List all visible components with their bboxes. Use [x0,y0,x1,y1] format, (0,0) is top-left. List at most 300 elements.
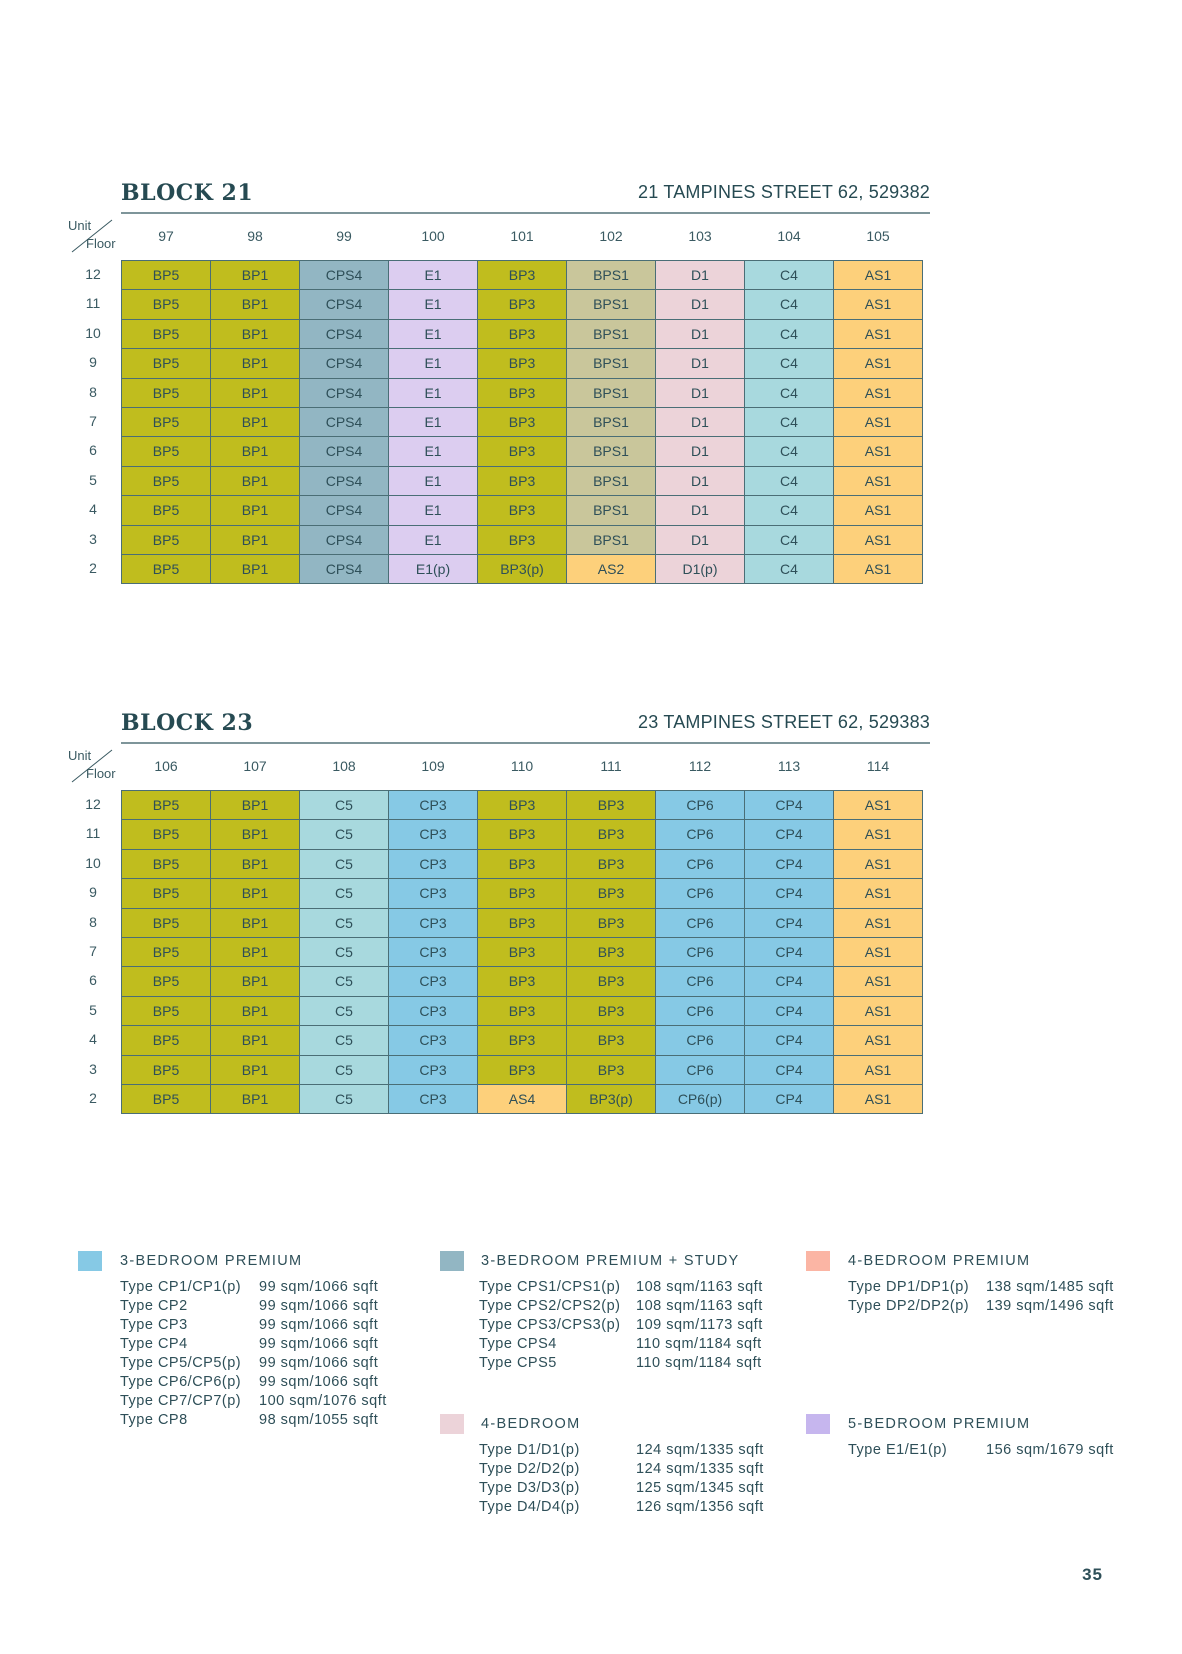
unit-type-size: 156 sqm/1679 sqft [986,1442,1114,1458]
unit-column-header: 102 [599,228,623,244]
unit-cell: D1 [656,261,745,290]
legend-item [120,1279,400,1298]
legend-item [479,1499,764,1518]
unit-type-size: 99 sqm/1066 sqft [259,1298,379,1314]
floor-number: 2 [89,1090,97,1106]
unit-cell: BP1 [211,408,300,437]
unit-cell: BP5 [122,1085,211,1114]
unit-cell: CP4 [745,1085,834,1114]
unit-cell: AS1 [834,320,923,349]
floor-number: 6 [89,972,97,989]
unit-cell: CP6 [656,879,745,908]
unit-cell: E1 [389,379,478,408]
unit-cell: C4 [745,496,834,525]
unit-type-size: 126 sqm/1356 sqft [636,1499,764,1515]
unit-type-name: Type D1/D1(p) [479,1442,580,1458]
unit-cell: BP5 [122,997,211,1026]
floor-number: 10 [85,854,101,871]
legend-color-swatch [78,1251,102,1271]
unit-cell: C5 [300,1085,389,1114]
page-number: 35 [1082,1565,1103,1584]
legend-item [120,1317,400,1336]
legend-type-list [120,1279,400,1431]
legend-group-title: 4-BEDROOM PREMIUM [848,1253,1031,1269]
unit-cell: E1 [389,349,478,378]
unit-cell: D1 [656,467,745,496]
unit-cell: BP5 [122,879,211,908]
unit-cell: BP5 [122,437,211,466]
unit-cell: C4 [745,467,834,496]
unit-cell: BP3 [567,909,656,938]
unit-cell: BP3 [478,820,567,849]
unit-cell: CPS4 [300,496,389,525]
unit-type-name: Type CP6/CP6(p) [120,1374,242,1390]
unit-cell: C4 [745,555,834,584]
unit-cell: D1(p) [656,555,745,584]
unit-type-size: 99 sqm/1066 sqft [259,1279,379,1295]
unit-cell: CP4 [745,820,834,849]
unit-cell: BPS1 [567,349,656,378]
unit-cell: C5 [300,997,389,1026]
unit-cell: BP5 [122,290,211,319]
unit-cell: AS1 [834,1085,923,1114]
floor-number: 11 [85,295,101,312]
unit-cell: BP1 [211,791,300,820]
unit-cell: C4 [745,290,834,319]
floor-number: 5 [89,471,97,488]
unit-cell: CP6(p) [656,1085,745,1114]
title-rule [121,742,930,744]
unit-cell: C5 [300,909,389,938]
unit-type-size: 100 sqm/1076 sqft [259,1393,387,1409]
floor-number: 8 [89,913,97,930]
unit-type-size: 138 sqm/1485 sqft [986,1279,1114,1295]
unit-cell: C4 [745,320,834,349]
unit-cell: BP1 [211,850,300,879]
unit-column-header: 100 [421,228,445,244]
unit-cell: CP6 [656,791,745,820]
unit-cell: BP3 [567,997,656,1026]
unit-cell: BP3 [567,967,656,996]
unit-cell: AS4 [478,1085,567,1114]
unit-cell: CP3 [389,791,478,820]
unit-cell: CP6 [656,1056,745,1085]
unit-cell: BP1 [211,290,300,319]
unit-cell: BPS1 [567,408,656,437]
unit-column-header: 97 [158,228,174,244]
unit-cell: AS1 [834,791,923,820]
unit-cell: AS1 [834,526,923,555]
unit-cell: AS1 [834,879,923,908]
unit-cell: CPS4 [300,467,389,496]
unit-cell: BPS1 [567,526,656,555]
floor-number: 10 [85,324,101,341]
unit-cell: E1 [389,437,478,466]
floor-number: 9 [89,884,97,901]
unit-cell: D1 [656,437,745,466]
unit-cell: AS1 [834,496,923,525]
legend-group-title: 3-BEDROOM PREMIUM + STUDY [481,1253,740,1269]
unit-column-header: 103 [688,228,712,244]
unit-cell: BP3 [478,791,567,820]
unit-cell: BP3 [567,791,656,820]
unit-type-name: Type CPS1/CPS1(p) [479,1279,621,1295]
unit-cell: E1 [389,467,478,496]
unit-cell: BP1 [211,467,300,496]
unit-cell: BP5 [122,1026,211,1055]
unit-cell: BP3 [567,1026,656,1055]
unit-cell: CP4 [745,791,834,820]
unit-cell: AS1 [834,1026,923,1055]
unit-cell: BPS1 [567,437,656,466]
unit-cell: E1 [389,526,478,555]
unit-cell: BP3 [567,820,656,849]
unit-cell: BP3 [478,967,567,996]
unit-cell: BP1 [211,320,300,349]
unit-cell: CP4 [745,1026,834,1055]
unit-type-name: Type CPS2/CPS2(p) [479,1298,621,1314]
unit-cell: BP1 [211,349,300,378]
unit-type-size: 108 sqm/1163 sqft [636,1279,763,1295]
unit-column-header: 109 [421,758,445,774]
unit-cell: E1 [389,496,478,525]
unit-type-size: 110 sqm/1184 sqft [636,1355,762,1371]
unit-cell: E1 [389,261,478,290]
legend-type-list [848,1442,1128,1461]
unit-cell: BP3 [478,909,567,938]
unit-type-size: 124 sqm/1335 sqft [636,1461,764,1477]
unit-cell: C4 [745,349,834,378]
unit-type-size: 99 sqm/1066 sqft [259,1355,379,1371]
block-title: BLOCK 21 [121,180,254,206]
unit-type-name: Type CP4 [120,1336,188,1352]
unit-cell: AS1 [834,349,923,378]
unit-cell: BPS1 [567,496,656,525]
unit-cell: CP3 [389,938,478,967]
unit-cell: BPS1 [567,467,656,496]
floor-number: 3 [89,530,97,547]
legend-item [479,1336,762,1355]
unit-grid [121,790,923,1114]
unit-column-header: 108 [332,758,356,774]
unit-cell: AS1 [834,379,923,408]
unit-type-name: Type CPS4 [479,1336,557,1352]
unit-cell: CPS4 [300,408,389,437]
unit-cell: AS1 [834,290,923,319]
unit-cell: BP1 [211,437,300,466]
unit-cell: CP3 [389,1056,478,1085]
unit-cell: CP4 [745,850,834,879]
unit-cell: BP3 [567,850,656,879]
unit-cell: BP3(p) [478,555,567,584]
unit-cell: BPS1 [567,320,656,349]
unit-column-header: 107 [243,758,267,774]
legend-item [848,1298,1128,1317]
legend-group-title: 3-BEDROOM PREMIUM [120,1253,303,1269]
unit-cell: D1 [656,290,745,319]
unit-cell: BP5 [122,379,211,408]
unit-cell: C4 [745,261,834,290]
unit-cell: BP3 [567,938,656,967]
floor-number: 4 [89,501,97,518]
unit-cell: BP3 [478,526,567,555]
unit-cell: BP3 [478,1026,567,1055]
legend-color-swatch [806,1251,830,1271]
unit-cell: BP3 [478,290,567,319]
unit-cell: CP6 [656,938,745,967]
unit-cell: BP1 [211,555,300,584]
legend-group-title: 4-BEDROOM [481,1416,581,1432]
legend-item [120,1336,400,1355]
unit-type-name: Type D2/D2(p) [479,1461,580,1477]
unit-column-header: 106 [154,758,178,774]
unit-column-header: 101 [510,228,534,244]
unit-cell: BPS1 [567,261,656,290]
unit-cell: BP5 [122,496,211,525]
unit-cell: D1 [656,496,745,525]
unit-type-size: 124 sqm/1335 sqft [636,1442,764,1458]
unit-cell: AS1 [834,997,923,1026]
unit-cell: BP3 [478,437,567,466]
legend-item [479,1298,763,1317]
unit-cell: CPS4 [300,320,389,349]
unit-cell: BP3 [478,496,567,525]
unit-column-header: 114 [866,758,890,774]
unit-cell: D1 [656,349,745,378]
unit-cell: C4 [745,437,834,466]
unit-cell: AS1 [834,938,923,967]
unit-cell: E1(p) [389,555,478,584]
unit-cell: CPS4 [300,349,389,378]
unit-cell: AS1 [834,467,923,496]
legend-color-swatch [440,1414,464,1434]
unit-cell: BP1 [211,997,300,1026]
floor-number: 12 [85,266,101,282]
floor-number: 7 [89,413,97,429]
floor-number: 11 [85,825,101,842]
unit-column-header: 105 [866,228,890,244]
unit-cell: CP3 [389,1085,478,1114]
unit-cell: CP3 [389,997,478,1026]
legend-type-list [479,1279,763,1374]
floor-number: 6 [89,442,97,459]
unit-cell: CP3 [389,879,478,908]
unit-cell: BP5 [122,320,211,349]
unit-type-name: Type D4/D4(p) [479,1499,580,1515]
unit-type-name: Type CP2 [120,1298,188,1314]
unit-cell: BP1 [211,938,300,967]
unit-cell: BP3 [478,379,567,408]
unit-cell: AS1 [834,408,923,437]
unit-cell: CP3 [389,909,478,938]
unit-cell: BP5 [122,526,211,555]
unit-cell: BP3 [478,467,567,496]
unit-cell: E1 [389,320,478,349]
unit-cell: CP4 [745,1056,834,1085]
unit-cell: AS1 [834,555,923,584]
unit-cell: AS1 [834,261,923,290]
unit-cell: BP1 [211,1085,300,1114]
unit-cell: CPS4 [300,379,389,408]
unit-cell: CP4 [745,879,834,908]
legend-item [120,1374,400,1393]
unit-cell: C4 [745,379,834,408]
unit-cell: BP1 [211,820,300,849]
unit-cell: BP1 [211,909,300,938]
legend-item [479,1461,764,1480]
unit-cell: C5 [300,820,389,849]
unit-cell: CP6 [656,967,745,996]
unit-label: Unit [68,218,92,233]
unit-column-header: 112 [688,758,712,774]
unit-cell: CP4 [745,997,834,1026]
unit-cell: AS1 [834,437,923,466]
legend-item [479,1442,764,1461]
floor-number: 12 [85,796,101,812]
legend-item [120,1393,400,1412]
unit-grid [121,260,923,584]
unit-cell: C4 [745,526,834,555]
unit-cell: AS1 [834,1056,923,1085]
floor-number: 5 [89,1001,97,1018]
unit-cell: CP4 [745,909,834,938]
unit-type-size: 99 sqm/1066 sqft [259,1374,379,1390]
unit-cell: E1 [389,408,478,437]
block-title: BLOCK 23 [121,710,254,736]
unit-cell: BP5 [122,1056,211,1085]
legend-type-list [479,1442,764,1518]
unit-cell: BP5 [122,820,211,849]
unit-cell: BP3 [478,349,567,378]
legend-item [479,1279,763,1298]
unit-cell: CP3 [389,967,478,996]
unit-cell: CP4 [745,967,834,996]
floor-number: 9 [89,354,97,371]
unit-cell: AS1 [834,820,923,849]
unit-cell: BP1 [211,526,300,555]
unit-type-name: Type DP1/DP1(p) [848,1279,970,1295]
unit-cell: BP5 [122,349,211,378]
unit-type-size: 139 sqm/1496 sqft [986,1298,1114,1314]
unit-cell: BP3(p) [567,1085,656,1114]
legend-item [479,1317,763,1336]
unit-type-size: 98 sqm/1055 sqft [259,1412,379,1428]
unit-type-name: Type CPS5 [479,1355,557,1371]
unit-column-header: 98 [247,228,263,244]
unit-cell: CP3 [389,1026,478,1055]
unit-cell: BP1 [211,879,300,908]
legend-color-swatch [440,1251,464,1271]
floor-number: 2 [89,560,97,576]
unit-cell: AS1 [834,850,923,879]
legend-item [848,1279,1128,1298]
unit-cell: BP1 [211,1056,300,1085]
unit-cell: CP6 [656,1026,745,1055]
unit-type-name: Type CP8 [120,1412,188,1428]
unit-type-size: 125 sqm/1345 sqft [636,1480,764,1496]
unit-type-name: Type CPS3/CPS3(p) [479,1317,621,1333]
legend-item [848,1442,1128,1461]
unit-type-name: Type D3/D3(p) [479,1480,580,1496]
unit-column-header: 111 [600,758,622,774]
unit-cell: C5 [300,850,389,879]
title-rule [121,212,930,214]
unit-type-size: 99 sqm/1066 sqft [259,1317,379,1333]
unit-cell: BP5 [122,850,211,879]
floor-number: 7 [89,943,97,959]
unit-cell: CPS4 [300,555,389,584]
unit-cell: BP5 [122,967,211,996]
unit-cell: C5 [300,791,389,820]
unit-cell: BP1 [211,967,300,996]
unit-cell: BP3 [478,408,567,437]
unit-cell: BP1 [211,379,300,408]
unit-column-header: 104 [777,228,801,244]
unit-cell: BP3 [478,1056,567,1085]
unit-cell: C5 [300,1026,389,1055]
unit-cell: CP6 [656,820,745,849]
unit-type-name: Type E1/E1(p) [848,1442,948,1458]
unit-cell: BPS1 [567,379,656,408]
unit-cell: BP3 [567,1056,656,1085]
unit-cell: C5 [300,879,389,908]
unit-floor-header [68,748,116,784]
unit-cell: AS1 [834,909,923,938]
unit-cell: CP3 [389,850,478,879]
unit-type-name: Type CP1/CP1(p) [120,1279,242,1295]
unit-cell: BP3 [478,261,567,290]
unit-cell: CP6 [656,909,745,938]
unit-type-size: 110 sqm/1184 sqft [636,1336,762,1352]
unit-cell: BP1 [211,496,300,525]
unit-cell: BP5 [122,467,211,496]
unit-type-name: Type CP3 [120,1317,188,1333]
unit-cell: CPS4 [300,261,389,290]
unit-cell: BP3 [478,850,567,879]
unit-cell: D1 [656,526,745,555]
legend-item [479,1480,764,1499]
unit-cell: E1 [389,290,478,319]
unit-cell: CP6 [656,997,745,1026]
unit-cell: BP1 [211,1026,300,1055]
legend-item [120,1298,400,1317]
floor-label: Floor [86,766,116,781]
unit-cell: CP4 [745,938,834,967]
unit-cell: BP3 [478,938,567,967]
unit-cell: BP3 [478,320,567,349]
floor-number: 3 [89,1060,97,1077]
unit-type-name: Type DP2/DP2(p) [848,1298,970,1314]
unit-cell: CP3 [389,820,478,849]
floor-label: Floor [86,236,116,251]
unit-cell: D1 [656,320,745,349]
unit-cell: CPS4 [300,290,389,319]
unit-cell: AS1 [834,967,923,996]
unit-cell: D1 [656,379,745,408]
unit-type-size: 109 sqm/1173 sqft [636,1317,763,1333]
unit-type-size: 108 sqm/1163 sqft [636,1298,763,1314]
floor-number: 4 [89,1031,97,1048]
legend-type-list [848,1279,1128,1317]
unit-cell: D1 [656,408,745,437]
unit-cell: BP5 [122,555,211,584]
legend-item [479,1355,762,1374]
unit-column-header: 113 [777,758,801,774]
unit-cell: BP3 [478,997,567,1026]
block-address: 21 TAMPINES STREET 62, 529382 [638,182,930,202]
unit-floor-header [68,218,116,254]
unit-cell: BP3 [478,879,567,908]
